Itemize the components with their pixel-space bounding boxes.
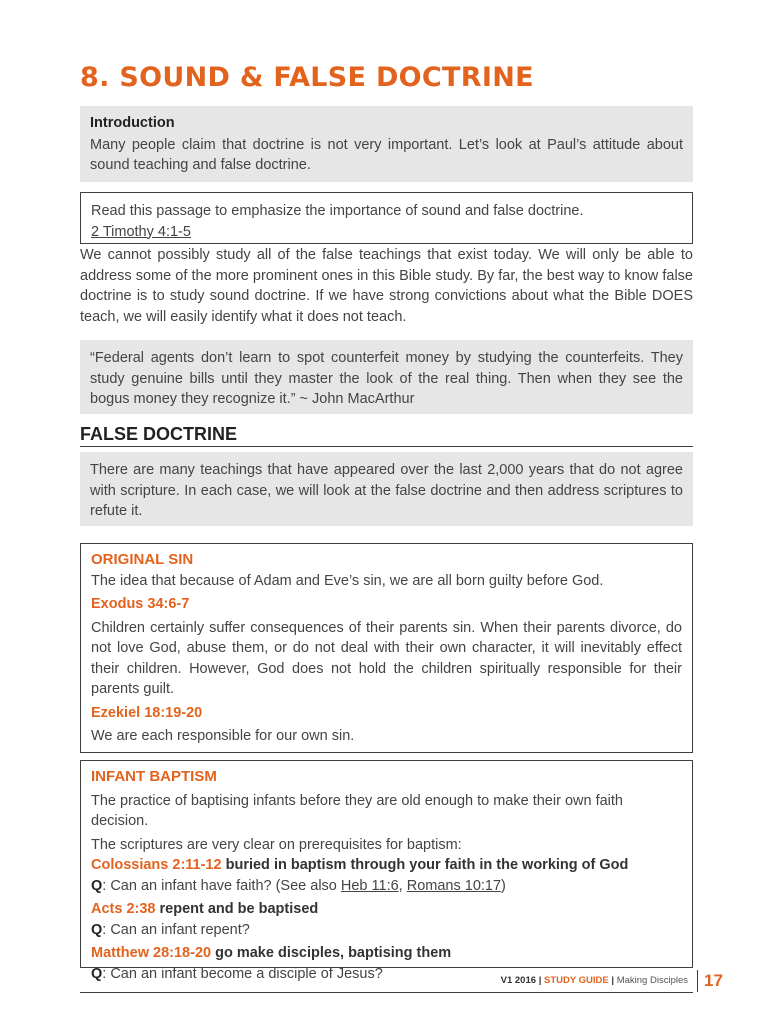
passage-link[interactable]: 2 Timothy 4:1-5 [91,223,191,240]
read-passage-box [80,192,693,244]
question-text: : Can an infant become a disciple of Jesus? [102,965,383,982]
separator: , [398,877,407,894]
ref-exodus: Exodus 34:6-7 [91,596,190,612]
heb-link[interactable]: Heb 11:6 [340,877,399,894]
ref-ezekiel: Ezekiel 18:19-20 [91,704,203,721]
ref-colossians: Colossians 2:11-12 [91,857,222,873]
romans-link[interactable]: Romans 10:17 [406,877,502,894]
question-text: : Can an infant have faith? (See also [102,877,341,894]
scripture-item [91,899,682,920]
ref-matthew: Matthew 28:18-20 [91,945,212,961]
footer-separator: | [611,975,615,986]
page-title: 8. SOUND & FALSE DOCTRINE [80,62,534,93]
scripture-item [91,943,682,964]
question-line [91,876,682,897]
footer [501,975,688,986]
ref-exodus-text: Children certainly suffer consequences of their parents sin. When their parents divorce, do not love God, abuse them, or do not deal with their own character, it will inevitably effect their children. However, God does not hold the children spiritually responsible for their parents guilt. [91,619,682,697]
q-label: Q [91,921,103,938]
ref-acts-phrase: repent and be baptised [155,901,319,917]
ref-ezekiel-text: We are each responsible for our own sin. [91,728,355,744]
q-label: Q [91,965,103,982]
intro-box [80,106,693,182]
intro-heading: Introduction [90,115,175,131]
scripture-item [91,855,682,876]
infant-baptism-heading: INFANT BAPTISM [91,768,217,785]
footer-version: V1 2016 [500,975,537,986]
quote-box: “Federal agents don’t learn to spot counterfeit money by studying the counterfeits. They study genuine bills until they master the look of the real thing. Then when they see the bogus money they recognize it.” ~ John MacArthur [80,340,693,414]
ref-colossians-phrase: buried in baptism through your faith in the working of God [221,857,629,873]
section-heading-false-doctrine: FALSE DOCTRINE [80,424,693,447]
read-passage-text: Read this passage to emphasize the importance of sound and false doctrine. [91,203,584,219]
intro-text: Many people claim that doctrine is not very important. Let’s look at Paul’s attitude about sound teaching and false doctrine. [90,136,683,173]
ref-matthew-phrase: go make disciples, baptising them [211,945,452,961]
q-label: Q [91,877,103,894]
ref-acts: Acts 2:38 [91,901,156,917]
question-text: : Can an infant repent? [102,921,250,938]
infant-baptism-prereq: The scriptures are very clear on prerequisites for baptism: [91,836,462,853]
false-doctrine-intro: There are many teachings that have appeared over the last 2,000 years that do not agree with scripture. In each case, we will look at the false doctrine and then address scriptures to refute it. [80,452,693,526]
body-paragraph: We cannot possibly study all of the false teachings that exist today. We will only be able to address some of the more prominent ones in this Bible study. By far, the best way to know false doctrine is to study sound doctrine. If we have strong convictions about what the Bible DOES teach, we will easily identify what it does not teach. [80,247,693,325]
original-sin-text: The idea that because of Adam and Eve’s sin, we are all born guilty before God. [91,572,604,589]
footer-guide: STUDY GUIDE [544,975,609,986]
footer-book: Making Disciples [616,975,688,986]
footer-separator: | [538,975,542,986]
footer-rule [80,992,693,993]
page-number: 17 [697,970,723,992]
question-end: ) [501,877,506,894]
question-line [91,920,682,941]
infant-baptism-text: The practice of baptising infants before they are old enough to make their own faith decision. [91,792,623,829]
original-sin-box [80,543,693,753]
original-sin-heading: ORIGINAL SIN [91,551,194,568]
